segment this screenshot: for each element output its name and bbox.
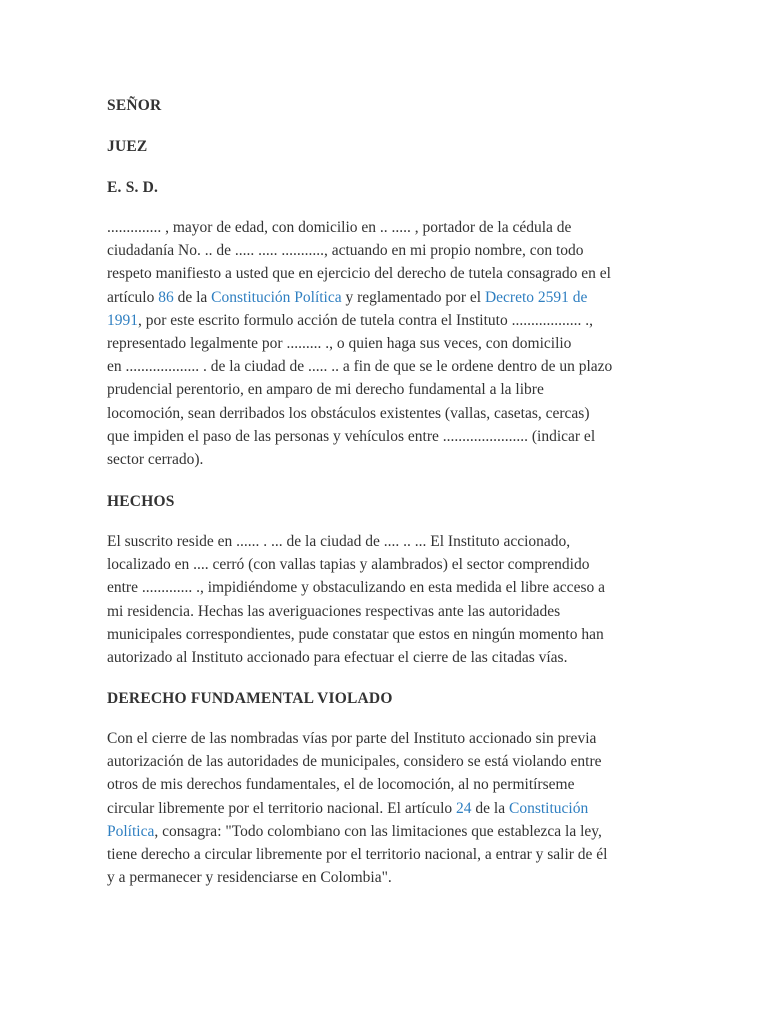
heading-derecho-fundamental: DERECHO FUNDAMENTAL VIOLADO — [107, 690, 393, 707]
heading-juez: JUEZ — [107, 138, 148, 155]
link-article-24[interactable]: 24 — [456, 799, 472, 817]
link-politica[interactable]: Política — [107, 822, 155, 840]
text-line: locomoción, sean derribados los obstáculos existentes (vallas, casetas, cercas) — [107, 404, 590, 422]
text-line: en ................... . de la ciudad de ..... .. a fin de que se le ordene dentro de un plazo — [107, 358, 613, 376]
text-line: municipales correspondientes, pude constatar que estos en ningún momento han — [107, 625, 604, 643]
text-line — [107, 309, 612, 332]
text-line: ciudadanía No. .. de ..... ..... ..........., actuando en mi propio nombre, con todo — [107, 242, 584, 260]
text-segment: circular libremente por el territorio nacional. El artículo — [107, 799, 457, 817]
derecho-paragraph — [107, 727, 608, 889]
text-line: El suscrito reside en ...... . ... de la ciudad de .... .. ... El Instituto accionado, — [107, 533, 571, 550]
text-line: otros de mis derechos fundamentales, el de locomoción, al no permitírseme — [107, 776, 575, 794]
heading-senor: SEÑOR — [107, 97, 162, 114]
text-line: Con el cierre de las nombradas vías por parte del Instituto accionado sin previa — [107, 730, 597, 747]
text-line: representado legalmente por ......... ., o quien haga sus veces, con domicilio — [107, 335, 572, 353]
text-line: tiene derecho a circular libremente por el territorio nacional, a entrar y salir de él — [107, 846, 608, 864]
text-line: localizado en .... cerró (con vallas tapias y alambrados) el sector comprendido — [107, 556, 590, 574]
link-decreto-year[interactable]: 1991 — [107, 311, 138, 329]
link-article-86[interactable]: 86 — [158, 288, 174, 306]
text-line: .............. , mayor de edad, con domicilio en .. ..... , portador de la cédula de — [107, 219, 572, 236]
text-line: mi residencia. Hechas las averiguaciones respectivas ante las autoridades — [107, 602, 561, 620]
text-segment: artículo — [107, 288, 159, 306]
text-line: autorización de las autoridades de municipales, considero se está violando entre — [107, 753, 602, 771]
text-segment: , por este escrito formulo acción de tutela contra el Instituto .................. ., — [138, 311, 593, 329]
text-line: sector cerrado). — [107, 451, 204, 469]
text-line: prudencial perentorio, en amparo de mi derecho fundamental a la libre — [107, 381, 544, 399]
link-decreto-2591[interactable]: Decreto 2591 de — [484, 288, 588, 306]
heading-esd: E. S. D. — [107, 179, 159, 196]
intro-paragraph — [107, 216, 612, 471]
text-segment: , consagra: "Todo colombiano con las limitaciones que establezca la ley, — [154, 822, 602, 840]
text-line: y a permanecer y residenciarse en Colombia". — [107, 869, 392, 887]
heading-hechos: HECHOS — [107, 493, 175, 510]
text-segment: de la — [471, 799, 509, 817]
link-constitucion-politica[interactable]: Constitución Política — [211, 288, 342, 306]
text-line: respeto manifiesto a usted que en ejercicio del derecho de tutela consagrado en el — [107, 265, 611, 283]
text-line — [107, 797, 608, 820]
text-line — [107, 286, 612, 309]
link-constitucion[interactable]: Constitución — [508, 799, 589, 817]
text-line: autorizado al Instituto accionado para efectuar el cierre de las citadas vías. — [107, 649, 568, 667]
hechos-paragraph — [107, 530, 605, 669]
text-line — [107, 820, 608, 843]
text-line: que impiden el paso de las personas y vehículos entre ...................... (indicar el — [107, 427, 596, 445]
text-line: entre ............. ., impidiéndome y obstaculizando en esta medida el libre acceso a — [107, 579, 605, 597]
text-segment: de la — [173, 288, 212, 306]
text-segment: y reglamentado por el — [341, 288, 485, 306]
